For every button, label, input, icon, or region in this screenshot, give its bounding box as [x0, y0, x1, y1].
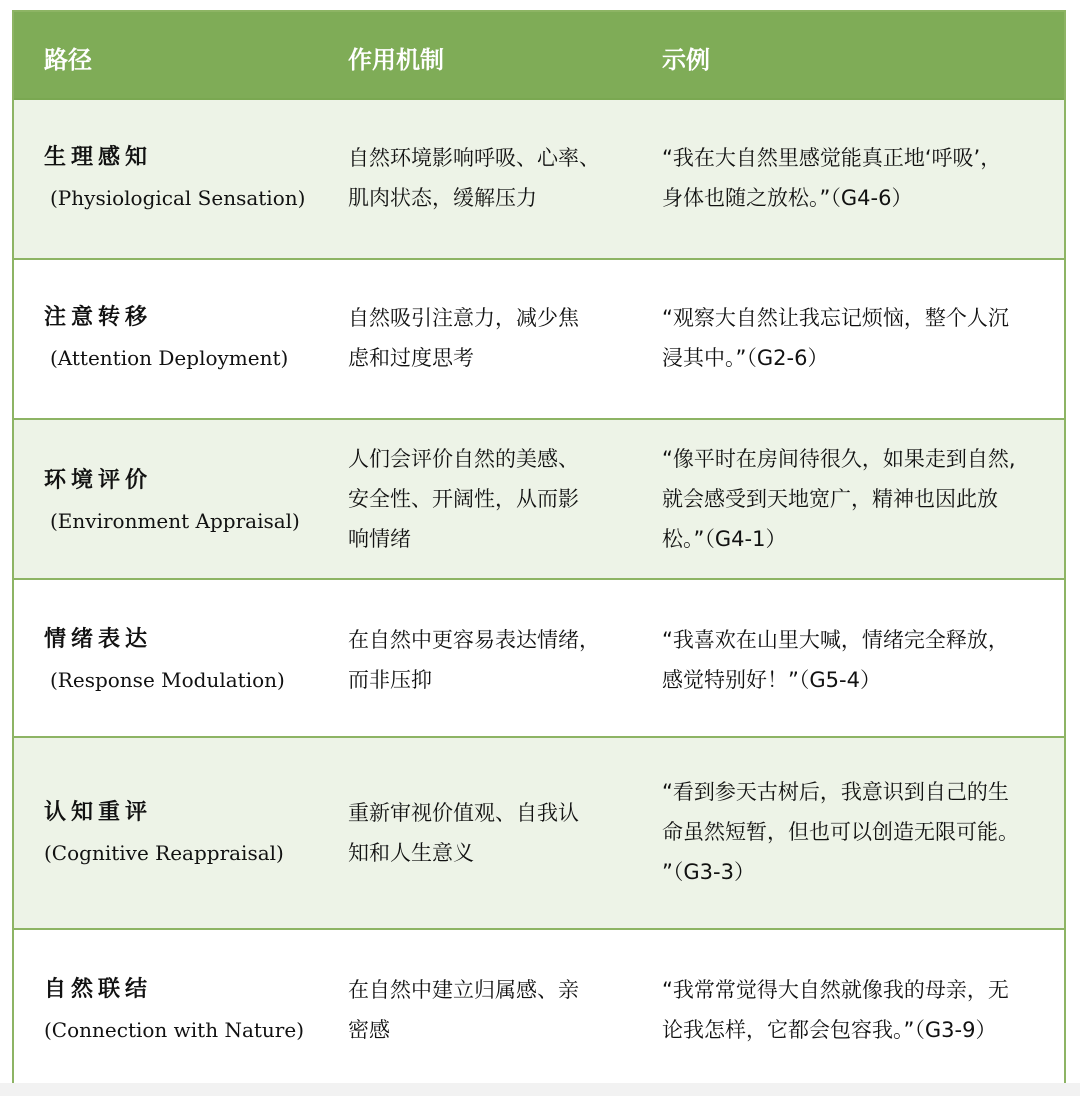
path-name-zh: 认知重评 [44, 800, 153, 825]
mechanism-line: 虑和过度思考 [348, 346, 474, 370]
mechanism-line: 密感 [348, 1018, 390, 1042]
example-line: 论我怎样，它都会包容我。”（G3-9） [662, 1018, 997, 1042]
path-name-zh: 注意转移 [44, 305, 153, 330]
mechanism-line: 知和人生意义 [348, 841, 474, 865]
example-line: 就会感受到天地宽广，精神也因此放 [662, 487, 998, 511]
table-row [14, 736, 1064, 928]
example-line: 感觉特别好！”（G5-4） [662, 668, 881, 692]
example-line: ”（G3-3） [662, 860, 755, 884]
path-cell [44, 298, 334, 378]
path-cell [44, 461, 334, 541]
example-line: 身体也随之放松。”（G4-6） [662, 186, 913, 210]
table-header [14, 12, 1064, 100]
path-cell [44, 793, 334, 873]
emotion-pathway-table [12, 10, 1066, 1088]
example-line: 松。”（G4-1） [662, 527, 787, 551]
table-row [14, 418, 1064, 578]
example-line: “看到参天古树后，我意识到自己的生 [662, 780, 1009, 804]
mechanism-line: 肌肉状态，缓解压力 [348, 186, 537, 210]
example-cell [662, 298, 1066, 378]
header-path: 路径 [44, 46, 92, 74]
example-line: “像平时在房间待很久，如果走到自然, [662, 447, 1016, 471]
mechanism-line: 响情绪 [348, 527, 411, 551]
path-name-zh: 生理感知 [44, 145, 153, 170]
mechanism-line: 人们会评价自然的美感、 [348, 447, 579, 471]
header-example: 示例 [662, 46, 710, 74]
mechanism-line: 而非压抑 [348, 668, 432, 692]
mechanism-line: 自然环境影响呼吸、心率、 [348, 146, 600, 170]
example-line: 浸其中。”（G2-6） [662, 346, 829, 370]
path-name-en: (Response Modulation) [50, 668, 285, 692]
path-name-en: (Physiological Sensation) [50, 186, 306, 210]
path-name-en: (Cognitive Reappraisal) [44, 841, 284, 865]
mechanism-line: 重新审视价值观、自我认 [348, 801, 579, 825]
example-line: “我常常觉得大自然就像我的母亲，无 [662, 978, 1009, 1002]
mechanism-line: 在自然中更容易表达情绪， [348, 628, 600, 652]
example-cell [662, 970, 1066, 1050]
table-row [14, 100, 1064, 258]
path-name-zh: 情绪表达 [44, 627, 153, 652]
table-row [14, 928, 1064, 1086]
path-cell [44, 620, 334, 700]
mechanism-line: 安全性、开阔性，从而影 [348, 487, 579, 511]
path-name-zh: 自然联结 [44, 977, 153, 1002]
table-row [14, 258, 1064, 418]
mechanism-cell [348, 970, 632, 1050]
mechanism-cell [348, 793, 632, 873]
path-name-en: (Attention Deployment) [50, 346, 289, 370]
bottom-strip [0, 1083, 1080, 1096]
example-cell [662, 138, 1066, 218]
example-cell [662, 439, 1066, 559]
mechanism-line: 自然吸引注意力，减少焦 [348, 306, 579, 330]
path-name-en: (Environment Appraisal) [50, 509, 300, 533]
mechanism-cell [348, 439, 632, 559]
mechanism-line: 在自然中建立归属感、亲 [348, 978, 579, 1002]
mechanism-cell [348, 138, 632, 218]
example-line: “我在大自然里感觉能真正地‘呼吸’， [662, 146, 1002, 170]
path-name-zh: 环境评价 [44, 468, 153, 493]
table-row [14, 578, 1064, 736]
path-cell [44, 970, 334, 1050]
header-mechanism: 作用机制 [348, 46, 444, 74]
mechanism-cell [348, 298, 632, 378]
mechanism-cell [348, 620, 632, 700]
path-cell [44, 138, 334, 218]
path-name-en: (Connection with Nature) [44, 1018, 304, 1042]
example-line: “观察大自然让我忘记烦恼，整个人沉 [662, 306, 1009, 330]
example-cell [662, 772, 1066, 892]
example-line: “我喜欢在山里大喊，情绪完全释放， [662, 628, 1009, 652]
example-line: 命虽然短暂，但也可以创造无限可能。 [662, 820, 1019, 844]
example-cell [662, 620, 1066, 700]
